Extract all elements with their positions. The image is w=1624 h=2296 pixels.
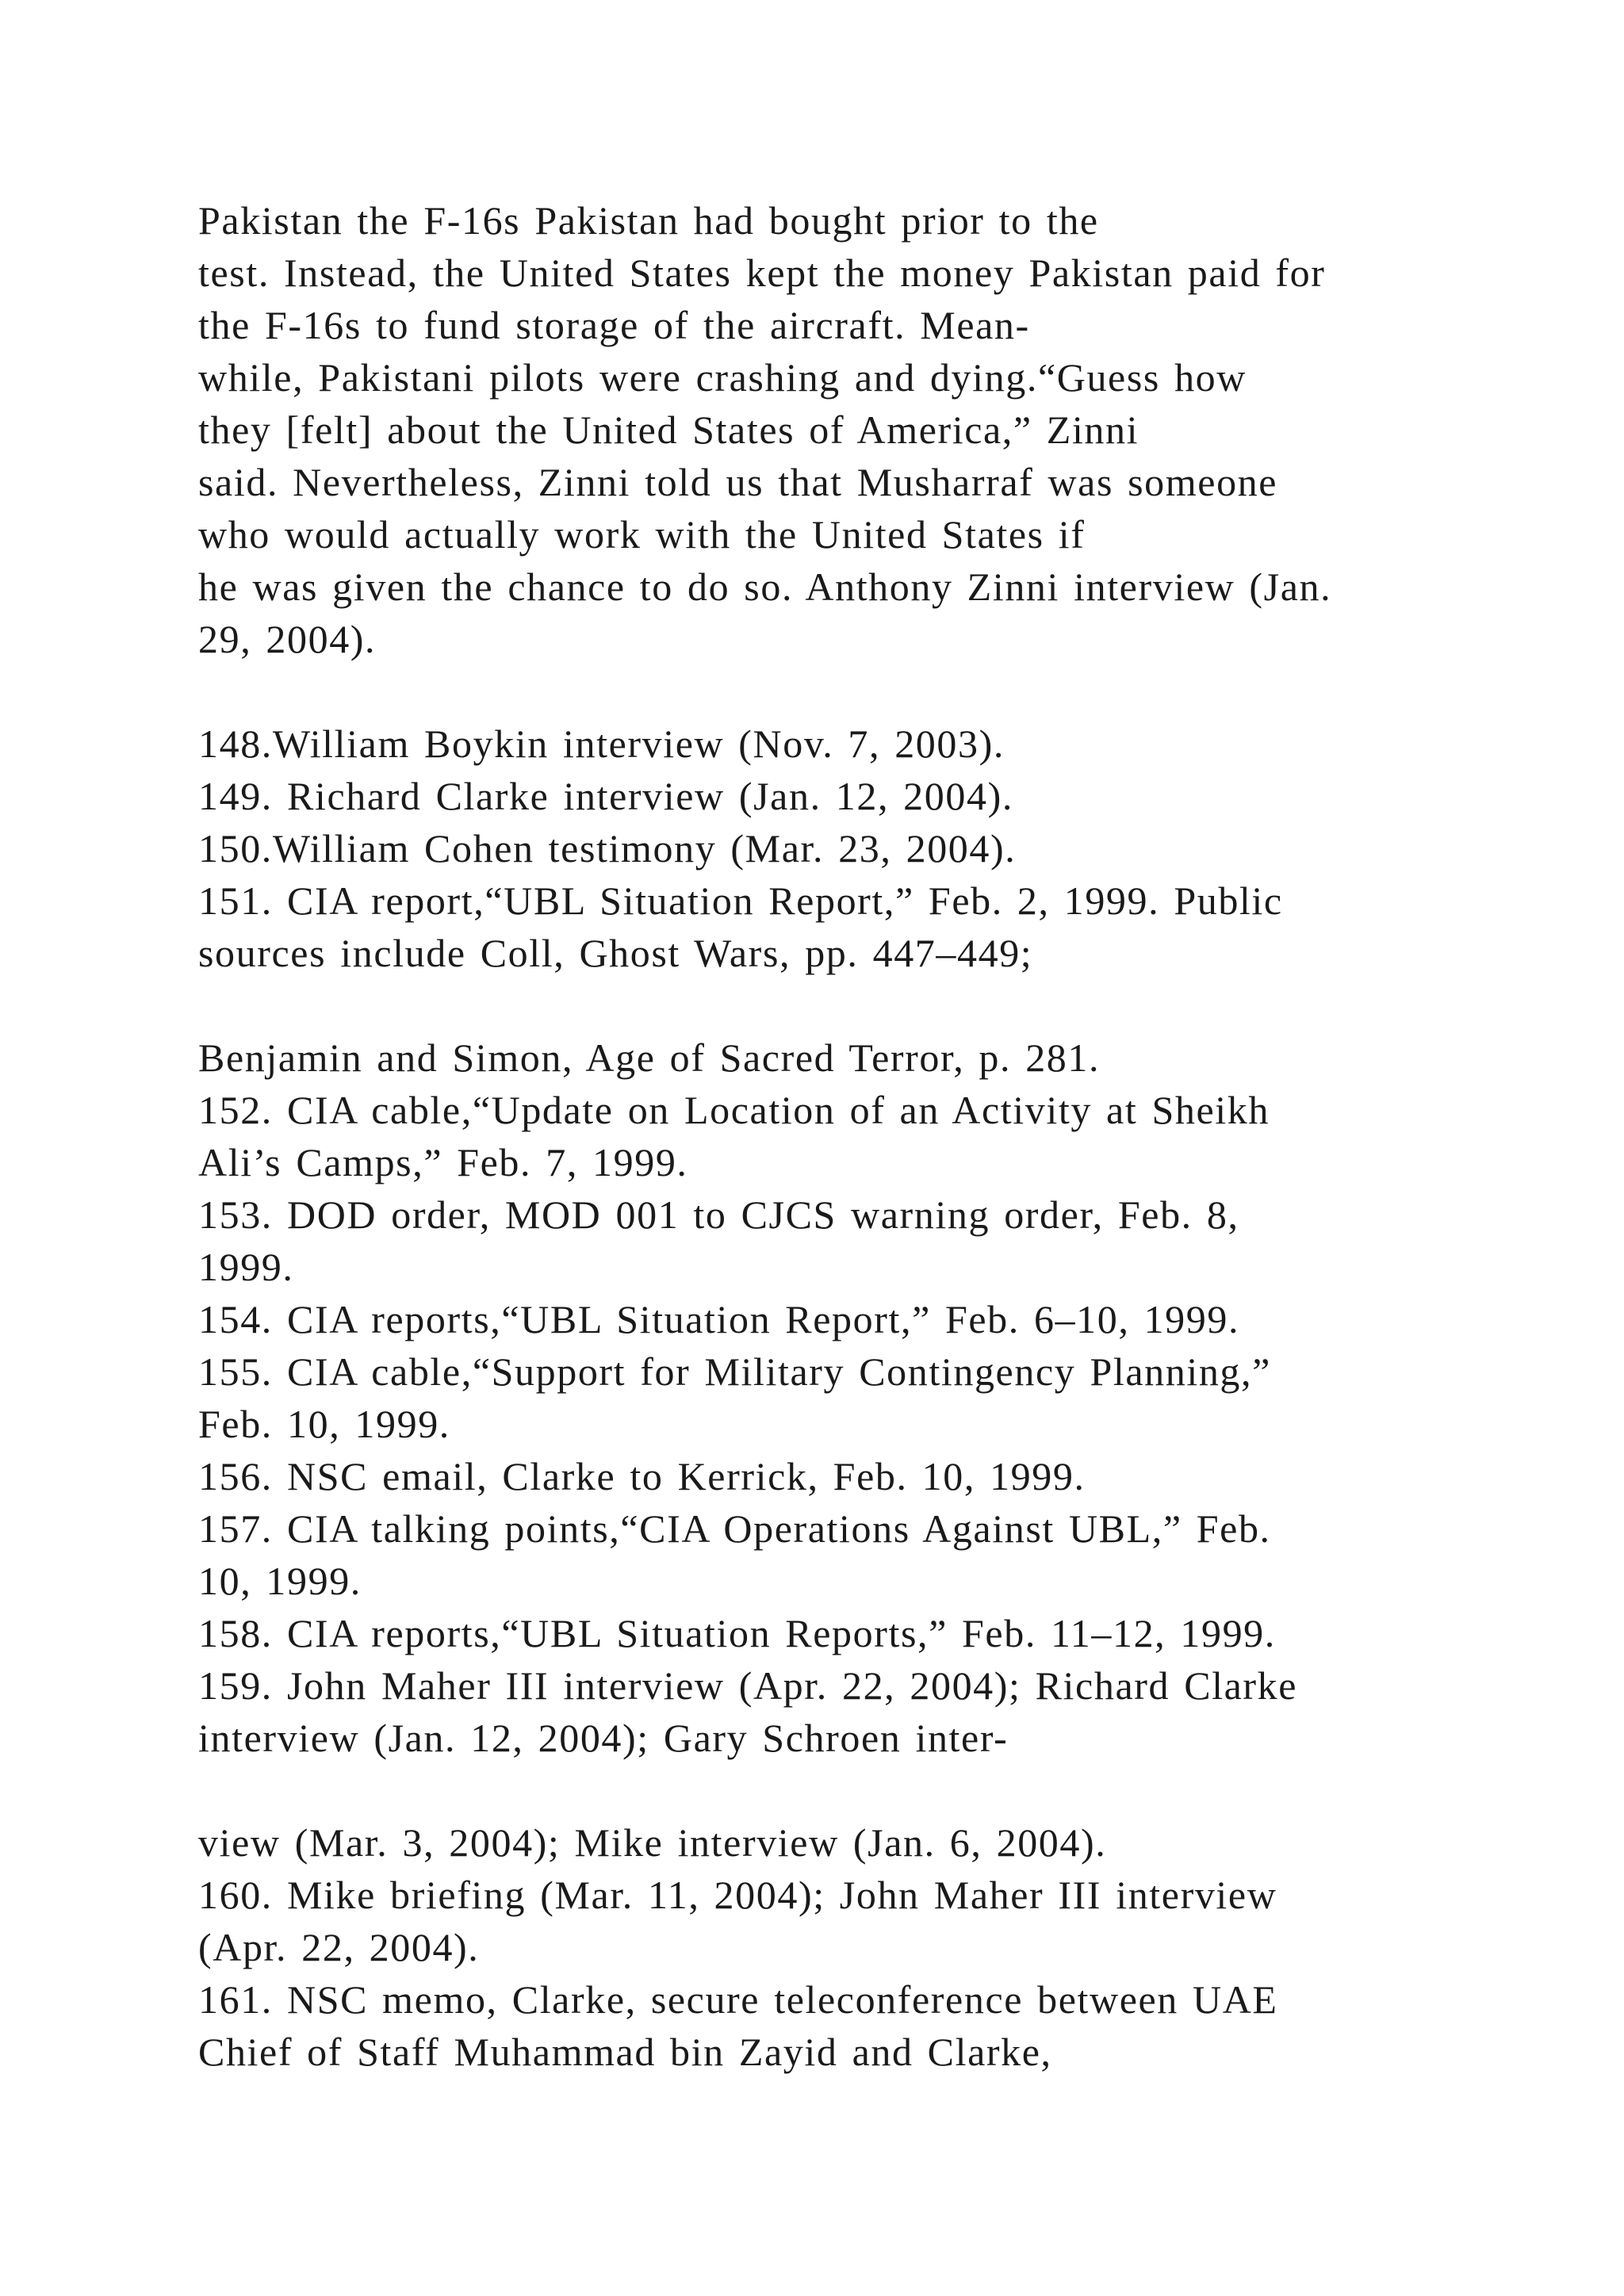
text-line: who would actually work with the United States if <box>198 512 1086 557</box>
note-line: 156. NSC email, Clarke to Kerrick, Feb. 10, 1999. <box>198 1454 1086 1498</box>
note-line: (Apr. 22, 2004). <box>198 1925 480 1969</box>
text-line: 29, 2004). <box>198 617 377 661</box>
note-line: 152. CIA cable,“Update on Location of an Activity at Sheikh <box>198 1088 1270 1132</box>
note-line: 1999. <box>198 1245 294 1289</box>
notes-148-151 <box>198 718 1546 979</box>
paragraph-gap <box>198 1764 1546 1816</box>
note-line: 149. Richard Clarke interview (Jan. 12, 2004). <box>198 774 1013 818</box>
note-line: interview (Jan. 12, 2004); Gary Schroen inter- <box>198 1716 1009 1760</box>
text-line: while, Pakistani pilots were crashing and dying.“Guess how <box>198 355 1247 400</box>
note-line: 154. CIA reports,“UBL Situation Report,” Feb. 6–10, 1999. <box>198 1297 1240 1341</box>
text-line: test. Instead, the United States kept the money Pakistan paid for <box>198 251 1326 295</box>
note-line: sources include Coll, Ghost Wars, pp. 447–449; <box>198 931 1033 975</box>
note-line: 155. CIA cable,“Support for Military Contingency Planning,” <box>198 1349 1271 1394</box>
note-line: 157. CIA talking points,“CIA Operations Against UBL,” Feb. <box>198 1506 1271 1551</box>
paragraph-zinni <box>198 194 1546 665</box>
note-line: Feb. 10, 1999. <box>198 1402 450 1446</box>
note-line: 161. NSC memo, Clarke, secure teleconference between UAE <box>198 1977 1278 2022</box>
text-line: said. Nevertheless, Zinni told us that Musharraf was someone <box>198 460 1278 504</box>
note-line: Chief of Staff Muhammad bin Zayid and Clarke, <box>198 2030 1052 2074</box>
note-line: view (Mar. 3, 2004); Mike interview (Jan. 6, 2004). <box>198 1820 1107 1865</box>
note-line: 151. CIA report,“UBL Situation Report,” Feb. 2, 1999. Public <box>198 878 1283 923</box>
note-line: 150.William Cohen testimony (Mar. 23, 2004). <box>198 826 1017 871</box>
document-text <box>198 194 1546 2078</box>
note-line: 160. Mike briefing (Mar. 11, 2004); John Maher III interview <box>198 1873 1277 1917</box>
paragraph-gap <box>198 979 1546 1031</box>
text-line: he was given the chance to do so. Anthony Zinni interview (Jan. <box>198 564 1332 609</box>
text-line: they [felt] about the United States of America,” Zinni <box>198 408 1139 452</box>
note-line: 10, 1999. <box>198 1559 362 1603</box>
note-line: 153. DOD order, MOD 001 to CJCS warning order, Feb. 8, <box>198 1192 1239 1237</box>
note-line: Benjamin and Simon, Age of Sacred Terror, p. 281. <box>198 1035 1101 1080</box>
note-line: 159. John Maher III interview (Apr. 22, 2004); Richard Clarke <box>198 1663 1298 1708</box>
note-line: Ali’s Camps,” Feb. 7, 1999. <box>198 1140 688 1184</box>
note-line: 148.William Boykin interview (Nov. 7, 2003). <box>198 721 1005 766</box>
text-line: Pakistan the F-16s Pakistan had bought prior to the <box>198 198 1099 243</box>
text-line: the F-16s to fund storage of the aircraft. Mean- <box>198 303 1030 347</box>
notes-159-161 <box>198 1816 1546 2078</box>
paragraph-gap <box>198 665 1546 718</box>
note-line: 158. CIA reports,“UBL Situation Reports,” Feb. 11–12, 1999. <box>198 1611 1276 1655</box>
notes-151-159 <box>198 1031 1546 1764</box>
